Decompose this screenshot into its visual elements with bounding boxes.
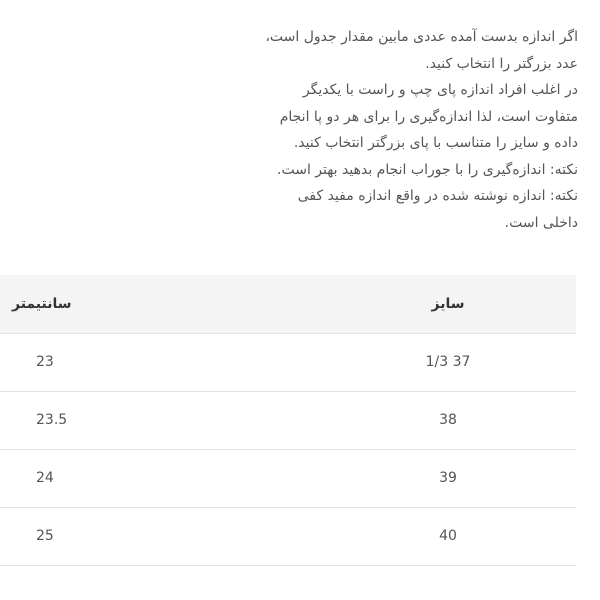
instruction-line: متفاوت است، لذا اندازه‌گیری را برای هر دو پا انجام (279, 108, 578, 125)
cell-size: 1/3 37 (120, 333, 576, 391)
cell-centimeter: 25 (0, 507, 120, 565)
instruction-line: در اغلب افراد اندازه پای چپ و راست با یکدیگر (302, 82, 578, 98)
instruction-line: عدد بزرگتر را انتخاب کنید. (425, 55, 578, 72)
cell-size: 39 (120, 449, 576, 507)
table-row (0, 507, 576, 565)
instruction-line: اگر اندازه بدست آمده عددی مابین مقدار جدول است، (265, 29, 578, 45)
instruction-line: داده و سایز را متناسب با پای بزرگتر انتخاب کنید. (293, 135, 578, 151)
instruction-line: نکته: اندازه نوشته شده در واقع اندازه مفید کفی (297, 188, 578, 204)
measurement-instructions (258, 24, 578, 236)
table-header-row (0, 275, 576, 333)
table-row (0, 391, 576, 449)
cell-size: 38 (120, 391, 576, 449)
table-row (0, 449, 576, 507)
instruction-line: داخلی است. (504, 214, 578, 231)
cell-centimeter: 24 (0, 449, 120, 507)
table-row (0, 333, 576, 391)
size-table (0, 275, 576, 566)
cell-size: 40 (120, 507, 576, 565)
header-size: سایز (120, 275, 576, 333)
cell-centimeter: 23 (0, 333, 120, 391)
cell-centimeter: 23.5 (0, 391, 120, 449)
instruction-line: نکته: اندازه‌گیری را با جوراب انجام بدهید بهتر است. (277, 161, 578, 178)
header-centimeter: سانتیمتر (0, 275, 120, 333)
